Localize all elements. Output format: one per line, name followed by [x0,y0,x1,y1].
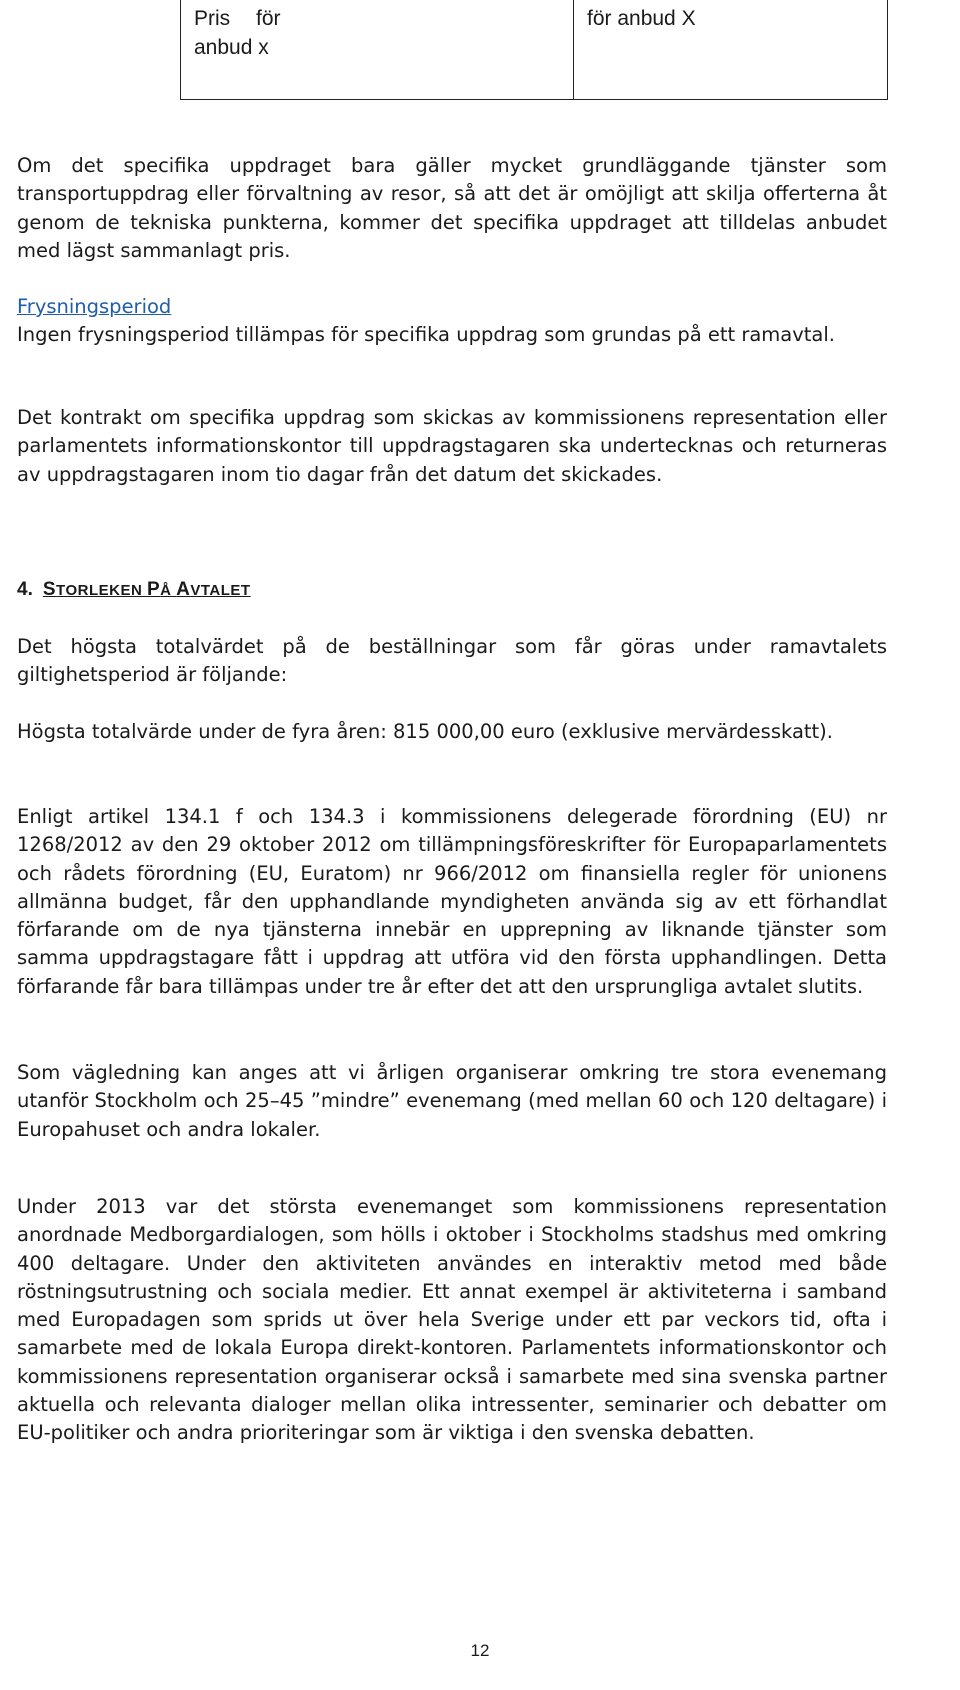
paragraph-specific-tasks: Om det specifika uppdraget bara gäller mycket grundläggande tjänster som transportuppdrag eller förvaltning av resor, så att det är omöjligt att skilja offerterna åt genom de tekniska punkterna, kommer det specifika uppdraget att tilldelas anbudet med lägst sammanlagt pris. [17,154,887,262]
price-table [180,0,888,100]
freeze-text: Ingen frysningsperiod tillämpas för specifika uppdrag som grundas på ett ramavtal. [17,323,836,347]
paragraph-contract: Det kontrakt om specifika uppdrag som skickas av kommissionens representation eller parlamentets informationskontor till uppdragstagaren ska undertecknas och returneras av uppdragstagaren inom tio dagar från det datum det skickades. [17,406,887,486]
freeze-heading: Frysningsperiod [17,295,172,318]
section-number: 4. [17,579,33,600]
price-table-cell-offer: för anbud X [587,7,696,30]
paragraph-article: Enligt artikel 134.1 f och 134.3 i kommissionens delegerade förordning (EU) nr 1268/2012 av den 29 oktober 2012 om tillämpningsföreskrifter för Europaparlamentets och rådets förordning (EU, Euratom) nr 966/2012 om finansiella regler för unionens allmänna budget, får den upphandlande myndigheten använda sig av ett förhandlat förfarande om de nya tjänsterna innebär en upprepning av liknande tjänster som samma uppdragstagare fått i uppdrag att utföra vid den första upphandlingen. Detta förfarande får bara tillämpas under tre år efter det att den ursprungliga avtalet slutits. [17,805,887,998]
price-table-cell-price [181,0,574,99]
page-number: 12 [470,1641,490,1660]
paragraph-total-value: Det högsta totalvärdet på de beställningar som får göras under ramavtalets giltighetsperiod är följande: [17,635,887,687]
freeze-section [17,293,887,350]
section-title: STORLEKEN PÅ AVTALET [42,579,251,600]
paragraph-max-value: Högsta totalvärde under de fyra åren: 815 000,00 euro (exklusive mervärdesskatt). [17,720,833,743]
paragraph-2013: Under 2013 var det största evenemanget som kommissionens representation anordnade Medborgardialogen, som hölls i oktober i Stockholms stadshus med omkring 400 deltagare. Under den aktiviteten användes en interaktiv metod med både röstningsutrustning och sociala medier. Ett annat exempel är aktiviteterna i samband med Europadagen som sprids ut över hela Sverige under ett par veckors tid, ofta i samarbete med de lokala Europa direkt-kontoren. Parlamentets informationskontor och kommissionens representation organiserar också i samarbete med sina svenska partner aktuella och relevanta dialoger mellan olika intressenter, seminarier och debatter om EU-politiker och andra prioriteringar som är viktiga i den svenska debatten. [17,1195,887,1445]
section-4-heading [17,576,887,605]
price-cell-line-1: Pris för [194,7,281,30]
paragraph-guidance: Som vägledning kan anges att vi årligen organiserar omkring tre stora evenemang utanför Stockholm och 25–45 ”mindre” evenemang (med mellan 60 och 120 deltagare) i Europahuset och andra lokaler. [17,1061,887,1141]
price-cell-line-2: anbud x [194,36,269,59]
